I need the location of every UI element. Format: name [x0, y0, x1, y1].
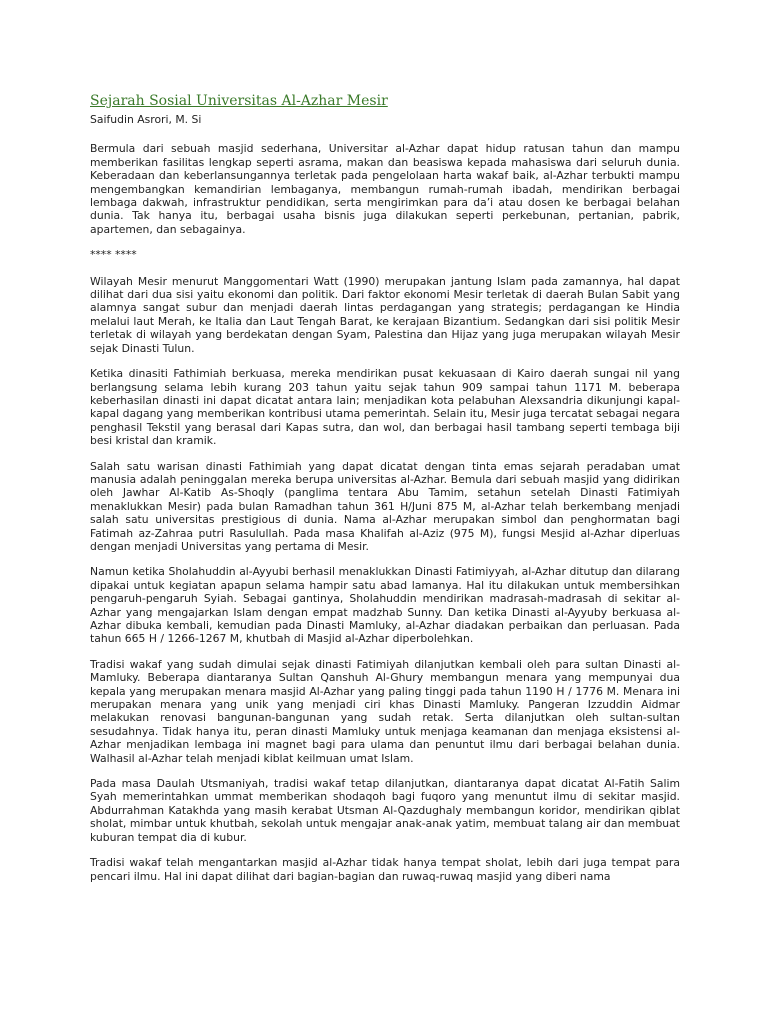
paragraph: Tradisi wakaf telah mengantarkan masjid al-Azhar tidak hanya tempat sholat, lebih dari juga tempat para pencari ilmu. Hal ini dapat dilihat dari bagian-bagian dan ruwaq-ruwaq masjid yang diberi nama [90, 856, 680, 883]
document-page [90, 92, 680, 895]
paragraph: Tradisi wakaf yang sudah dimulai sejak dinasti Fatimiyah dilanjutkan kembali oleh para sultan Dinasti al-Mamluky. Beberapa diantaranya Sultan Qanshuh Al-Ghury membangun menara yang mempunyai dua kepala yang merupakan menara masjid Al-Azhar yang paling tinggi pada tahun 1190 H / 1776 M. Menara ini merupakan menara yang unik yang menjadi ciri khas Dinasti Mamluky. Pangeran Izzuddin Aidmar melakukan renovasi bangunan-bangunan yang sudah retak. Serta dilanjutkan oleh sultan-sultan sesudahnya. Tidak hanya itu, peran dinasti Mamluky untuk menjaga keamanan dan menjaga eksistensi al-Azhar menjadikan lembaga ini magnet bagi para ulama dan penuntut ilmu dari berbagai belahan dunia. Walhasil al-Azhar telah menjadi kiblat keilmuan umat Islam. [90, 657, 680, 765]
paragraph: Namun ketika Sholahuddin al-Ayyubi berhasil menaklukkan Dinasti Fatimiyyah, al-Azhar ditutup dan dilarang dipakai untuk kegiatan apapun selama hampir satu abad lamanya. Hal itu dilakukan untuk membersihkan pengaruh-pengaruh Syiah. Sebagai gantinya, Sholahuddin mendirikan madrasah-madrasah di sekitar al-Azhar yang mengajarkan Islam dengan empat madzhab Sunny. Dan ketika Dinasti al-Ayyuby berkuasa al-Azhar dibuka kembali, kemudian pada Dinasti Mamluky, al-Azhar diadakan perbaikan dan perluasan. Pada tahun 665 H / 1266-1267 M, khutbah di Masjid al-Azhar diperbolehkan. [90, 565, 680, 646]
document-title[interactable]: Sejarah Sosial Universitas Al-Azhar Mesir [90, 93, 388, 109]
paragraph: Bermula dari sebuah masjid sederhana, Universitar al-Azhar dapat hidup ratusan tahun dan mampu memberikan fasilitas lengkap seperti asrama, makan dan beasiswa kepada mahasiswa dari seluruh dunia. Keberadaan dan keberlansungannya terletak pada pengelolaan harta wakaf baik, al-Azhar terbukti mampu mengembangkan kemandirian lembaganya, membangun rumah-rumah ibadah, mendirikan berbagai lembaga dakwah, infrastruktur pendidikan, serta mengirimkan para da’i atau dosen ke berbagai belahan dunia. Tak hanya itu, berbagai usaha bisnis juga dilakukan seperti perkebunan, pertanian, pabrik, apartemen, dan sebagainya. [90, 142, 680, 236]
paragraph: Ketika dinasiti Fathimiah berkuasa, mereka mendirikan pusat kekuasaan di Kairo daerah sungai nil yang berlangsung selama lebih kurang 203 tahun yaitu sejak tahun 909 sampai tahun 1171 M. beberapa keberhasilan dinasti ini dapat dicatat antara lain; menjadikan kota pelabuhan Alexsandria dikunjungi kapal-kapal dagang yang memberikan kontribusi utama pemerintah. Selain itu, Mesir juga tercatat sebagai negara penghasil Tekstil yang berasal dari Kapas sutra, dan wol, dan berbagai hasil tambang seperti tembaga biji besi kristal dan kramik. [90, 367, 680, 448]
section-separator: **** **** [90, 248, 137, 262]
paragraph: Salah satu warisan dinasti Fathimiah yang dapat dicatat dengan tinta emas sejarah peradaban umat manusia adalah peninggalan mereka berupa universitas al-Azhar. Bemula dari sebuah masjid yang didirikan oleh Jawhar Al-Katib As-Shoqly (panglima tentara Abu Tamim, setahun setelah Dinasti Fatimiyah menaklukkan Mesir) pada bulan Ramadhan tahun 361 H/Juni 875 M, al-Azhar telah berkembang menjadi salah satu universitas prestigious di dunia. Nama al-Azhar merupakan simbol dan penghormatan bagi Fatimah az-Zahraa putri Rasulullah. Pada masa Khalifah al-Aziz (975 M), fungsi Mesjid al-Azhar diperluas dengan menjadi Universitas yang pertama di Mesir. [90, 459, 680, 553]
document-author: Saifudin Asrori, M. Si [90, 113, 202, 126]
paragraph: Pada masa Daulah Utsmaniyah, tradisi wakaf tetap dilanjutkan, diantaranya dapat dicatat Al-Fatih Salim Syah memerintahkan ummat memberikan shodaqoh bagi fuqoro yang menuntut ilmu di sekitar masjid. Abdurrahman Katakhda yang masih kerabat Utsman Al-Qazdughaly membangun koridor, mendirikan qiblat sholat, mimbar untuk khutbah, sekolah untuk mengajar anak-anak yatim, membuat talang air dan membuat kuburan tempat dia di kubur. [90, 777, 680, 844]
paragraph: Wilayah Mesir menurut Manggomentari Watt (1990) merupakan jantung Islam pada zamannya, hal dapat dilihat dari dua sisi yaitu ekonomi dan politik. Dari faktor ekonomi Mesir terletak di daerah Bulan Sabit yang alamnya sangat subur dan menjadi daerah lintas perdagangan yang strategis; perdagangan ke Hindia melalui laut Merah, ke Italia dan Laut Tengah Barat, ke kerajaan Bizantium. Sedangkan dari sisi politik Mesir terletak di wilayah yang berdekatan dengan Syam, Palestina dan Hijaz yang juga merupakan wilayah Mesir sejak Dinasti Tulun. [90, 274, 680, 355]
